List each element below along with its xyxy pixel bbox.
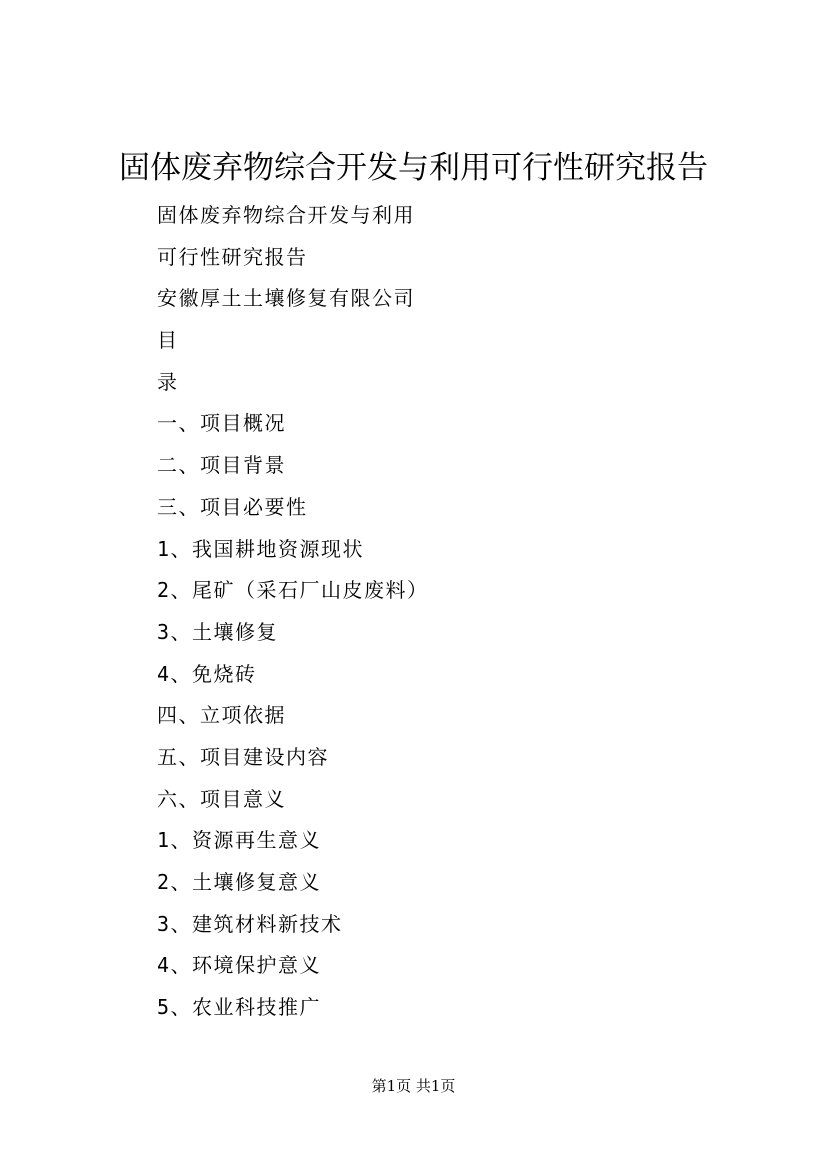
body-line: 2、土壤修复意义 (157, 870, 322, 894)
body-line: 安徽厚土土壤修复有限公司 (157, 286, 415, 311)
body-line: 二、项目背景 (157, 453, 286, 478)
document-title: 固体废弃物综合开发与利用可行性研究报告 (119, 150, 708, 186)
body-line: 一、项目概况 (157, 411, 286, 436)
body-line: 目 (157, 328, 179, 353)
document-body (157, 196, 429, 1030)
body-line: 三、项目必要性 (157, 494, 308, 519)
body-line: 固体废弃物综合开发与利用 (157, 203, 415, 227)
body-line: 五、项目建设内容 (157, 744, 329, 769)
body-line: 2、尾矿（采石厂山皮废料） (157, 578, 429, 603)
page-footer (0, 1076, 827, 1096)
body-line: 3、土壤修复 (157, 619, 279, 644)
body-line: 3、建筑材料新技术 (157, 911, 343, 936)
body-line: 1、资源再生意义 (157, 828, 322, 853)
body-line: 可行性研究报告 (157, 244, 308, 269)
body-line: 录 (157, 369, 179, 394)
body-line: 4、环境保护意义 (157, 953, 322, 978)
page-number-label: 第1页 共1页 (371, 1077, 456, 1095)
body-line: 1、我国耕地资源现状 (157, 536, 365, 561)
body-line: 5、农业科技推广 (157, 995, 322, 1020)
body-line: 六、项目意义 (157, 786, 286, 811)
body-line: 四、立项依据 (157, 703, 286, 728)
body-line: 4、免烧砖 (157, 661, 257, 686)
